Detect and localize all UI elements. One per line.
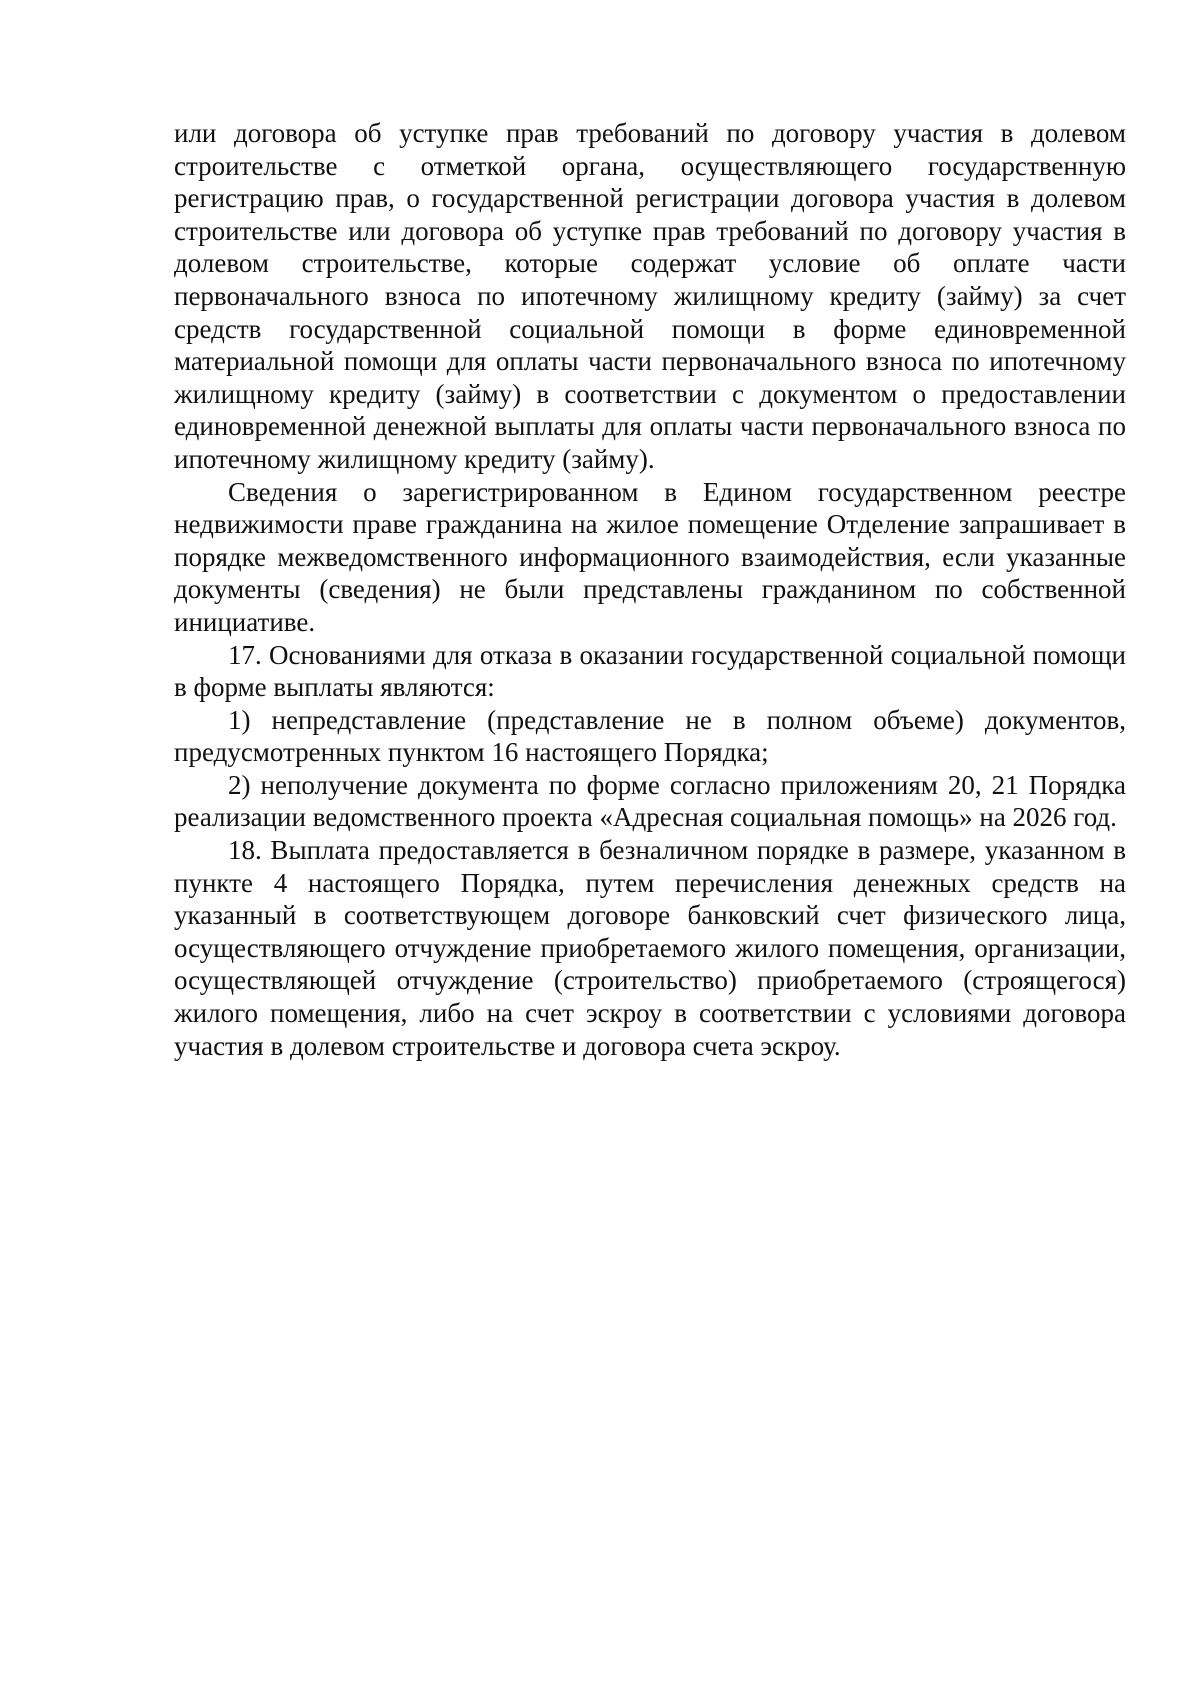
paragraph-17-refusal-grounds: 17. Основаниями для отказа в оказании государственной социальной помощи в форме выплаты являются: <box>174 639 1126 703</box>
document-body <box>174 117 1126 1062</box>
paragraph-17-item-1: 1) непредставление (представление не в полном объеме) документов, предусмотренных пунктом 16 настоящего Порядка; <box>174 704 1126 768</box>
paragraph-17-item-2: 2) неполучение документа по форме согласно приложениям 20, 21 Порядка реализации ведомственного проекта «Адресная социальная помощь» на 2026 год. <box>174 769 1126 833</box>
paragraph-18-payment: 18. Выплата предоставляется в безналичном порядке в размере, указанном в пункте 4 настоящего Порядка, путем перечисления денежных средств на указанный в соответствующем договоре банковский счет физического лица, осуществляющего отчуждение приобретаемого жилого помещения, организации, осуществляющей отчуждение (строительство) приобретаемого (строящегося) жилого помещения, либо на счет эскроу в соответствии с условиями договора участия в долевом строительстве и договора счета эскроу. <box>174 835 1126 1061</box>
paragraph-registry-info: Сведения о зарегистрированном в Едином государственном реестре недвижимости праве гражданина на жилое помещение Отделение запрашивает в порядке межведомственного информационного взаимодействия, если указанные документы (сведения) не были представлены гражданином по собственной инициативе. <box>174 476 1126 637</box>
paragraph-continuation: или договора об уступке прав требований по договору участия в долевом строительстве с отметкой органа, осуществляющего государственную регистрацию прав, о государственной регистрации договора участия в долевом строительстве или договора об уступке прав требований по договору участия в долевом строительстве, которые содержат условие об оплате части первоначального взноса по ипотечному жилищному кредиту (займу) за счет средств государственной социальной помощи в форме единовременной материальной помощи для оплаты части первоначального взноса по ипотечному жилищному кредиту (займу) в соответствии с документом о предоставлении единовременной денежной выплаты для оплаты части первоначального взноса по ипотечному жилищному кредиту (займу). <box>174 118 1126 474</box>
